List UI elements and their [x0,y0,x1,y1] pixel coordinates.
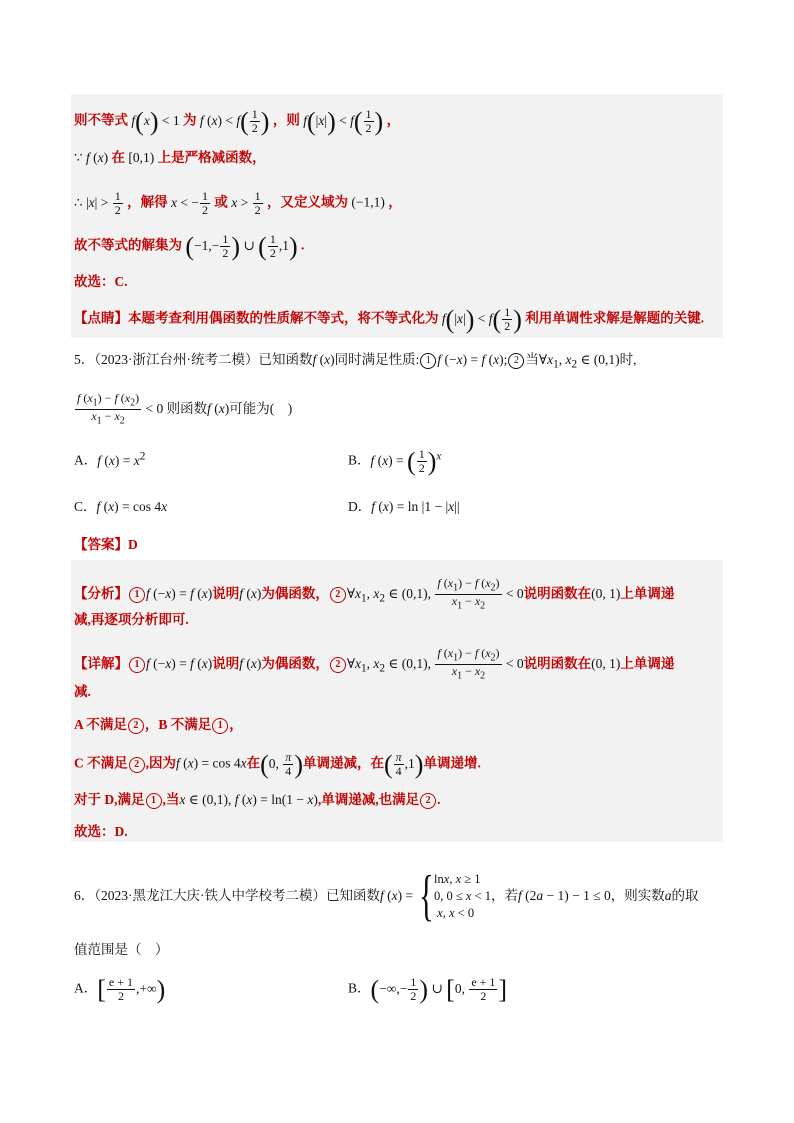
solution-line-1: 则不等式 f(x) < 1 为 f (x) < f( $\frac{1}{2}$ ) ，则 f(|x|) < f( $\frac{1}{2}$ ) ， [74,106,401,136]
q5-option-b[interactable]: B．f (x) = ( $\frac{1}{2}$ )$^x$ [348,446,442,476]
q5-detail-line-3: 对于 D,满足 1 ,当x ∈ (0,1), f (x) = ln(1 − x),单调递减,也满足 2 . [74,792,441,807]
solution-line-4: 故不等式的解集为 (−1,− $\frac{1}{2}$ ) ∪ ( $\frac{1}{2}$ ,1) . [74,231,305,261]
q5-choose: 故选：D. [74,824,128,839]
q6-stem: 6．（2023·黑龙江大庆·铁人中学校考二模）已知函数f (x) = { lnx, x ≥ 1 0, 0 ≤ x < 1 x, x < 0 ，若f (2a − 1) − 1 ≤ 0，则实数a的取 [74,865,699,927]
q6-option-b[interactable]: B．(−∞,− $\frac{1}{2}$ ) ∪ [0, $\frac{e + 1}{2}$ ] [348,974,508,1004]
q5-detail-line-1: A 不满足 2 ，B 不满足 1 ， [74,717,243,732]
q5-detail-2: 减. [74,684,91,699]
q5-option-c[interactable]: C．f (x) = cos 4x [74,499,168,514]
q5-detail: 【详解】 1 f (−x) = f (x)说明f (x)为偶函数， 2 $\forall x_1$, $x_2$ ∈ (0,1), $\frac{f (x_1) - f (x_2)}{x_1 - x_2}$ < 0说明函数在(0, 1)上单调递 [74,646,675,682]
q6-option-a[interactable]: A．[ $\frac{e + 1}{2}$ ,+∞) [74,974,166,1004]
solution-choose: 故选：C. [74,274,128,289]
q5-stem: 5．（2023·浙江台州·统考二模）已知函数f (x)同时满足性质: 1 f (−x) = f (x); 2 当$\forall x_1$, $x_2$ ∈ (0,1)时, [74,352,637,371]
solution-line-2: ∵ f (x) 在 [0,1) 上是严格减函数， [74,150,266,165]
q5-analysis-2: 减,再逐项分析即可. [74,612,189,627]
q5-stem-2: $\frac{f (x_1) - f (x_2)}{x_1 - x_2}$ < 0 则函数f (x)可能为( ) [77,391,293,427]
q5-detail-line-2: C 不满足 2 ,因为f (x) = cos 4x在(0, $\frac{\pi}{4}$ )单调递减，在( $\frac{\pi}{4}$ ,1)单调递增. [74,749,481,779]
q5-option-a[interactable]: A．f $(x) = x^2$ [74,450,146,468]
tip-line: 【点睛】本题考查利用偶函数的性质解不等式，将不等式化为 f(|x|) < f( $\frac{1}{2}$ ) 利用单调性求解是解题的关键. [74,304,705,334]
q5-analysis: 【分析】 1 f (−x) = f (x)说明f (x)为偶函数， 2 $\forall x_1$, $x_2$ ∈ (0,1), $\frac{f (x_1) - f (x_2)}{x_1 - x_2}$ < 0说明函数在(0, 1)上单调递 [74,576,675,612]
q6-stem-2: 值范围是（ ） [74,942,169,957]
solution-line-3: ∴ |x| > $\frac{1}{2}$ ，解得 x < − $\frac{1}{2}$ 或 x > $\frac{1}{2}$ ，又定义域为 (−1,1) ， [74,189,402,217]
q5-answer: 【答案】D [74,537,138,552]
q5-option-d[interactable]: D．f (x) = ln |1 − |x|| [348,499,460,514]
